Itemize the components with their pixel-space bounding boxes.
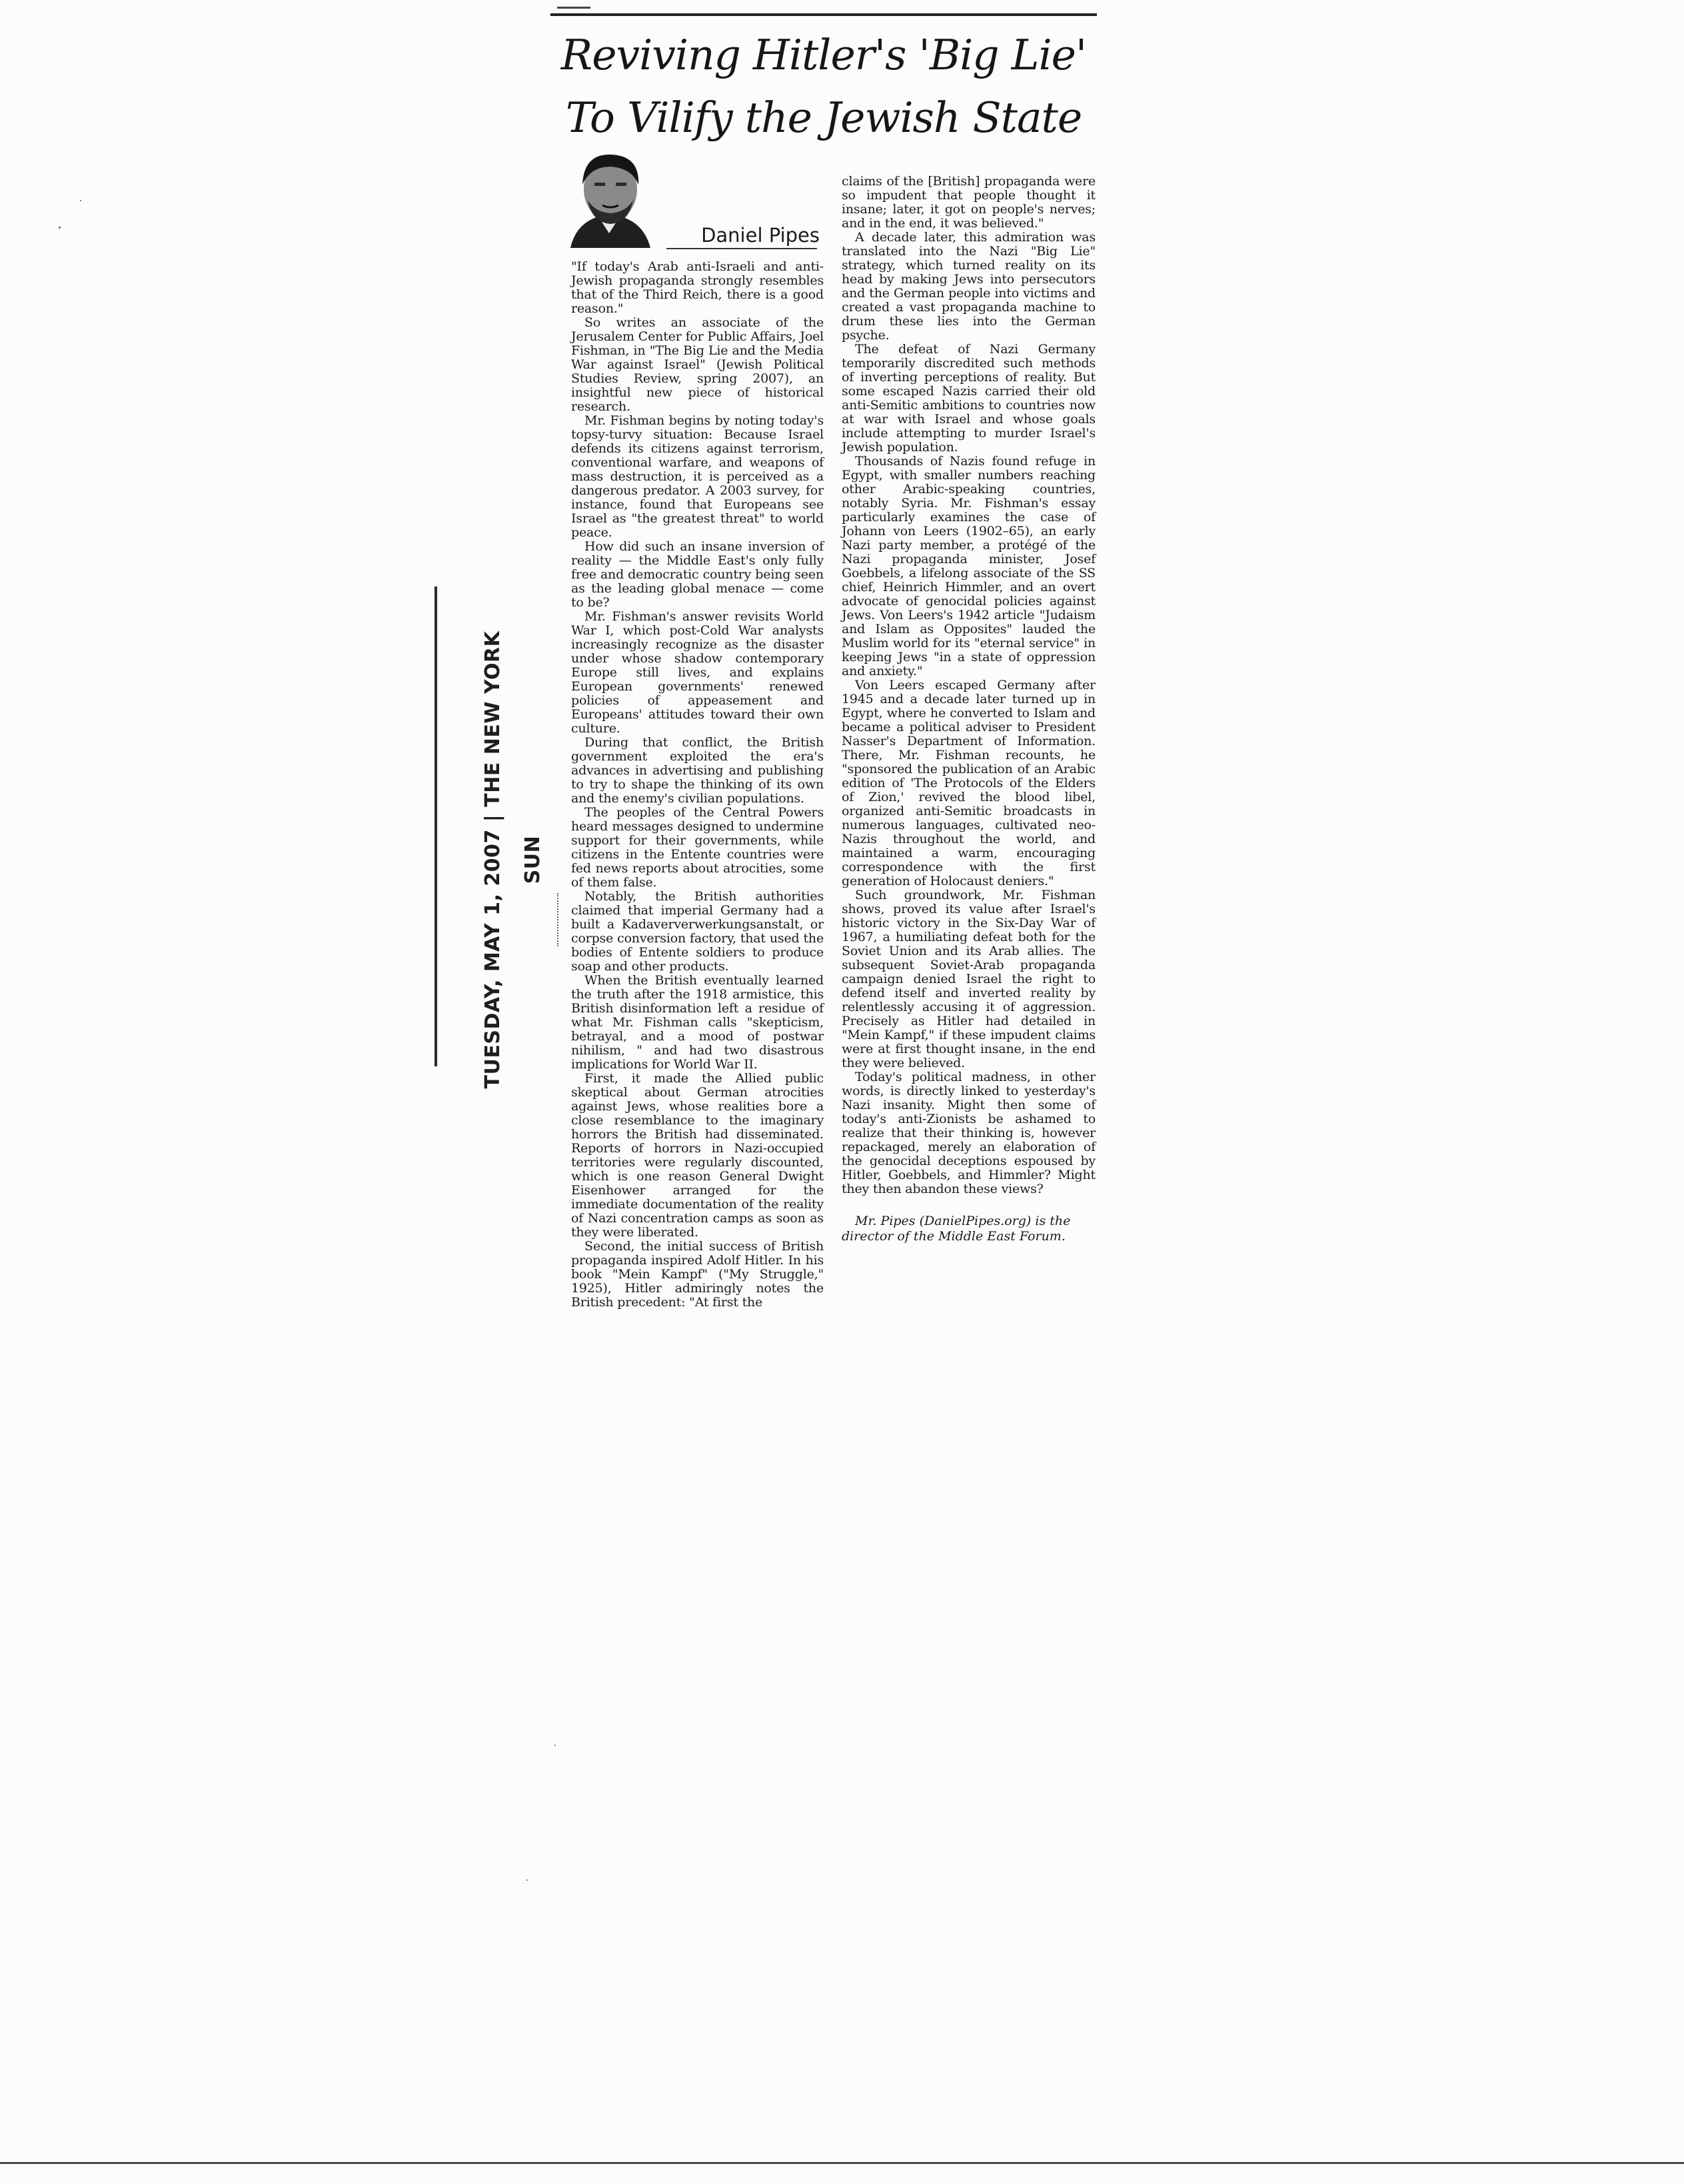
author-portrait — [557, 148, 664, 253]
dateline: TUESDAY, MAY 1, 2007 | THE NEW YORK SUN — [481, 630, 544, 1089]
author-tagline: Mr. Pipes (DanielPipes.org) is the director of the Middle East Forum. — [842, 1214, 1071, 1244]
headline — [550, 24, 1097, 149]
paragraph: Such groundwork, Mr. Fishman shows, proved its value after Israel's historic victory in the Six-Day War of 1967, a humiliating defeat both for the Soviet Union and its Arab allies. The subsequent Soviet-Arab propaganda campaign denied Israel the right to defend itself and inverted reality by relentlessly accusing it of aggression. Precisely as Hitler had detailed in "Mein Kampf," if these impudent claims were at first thought insane, in the end they were believed. — [842, 888, 1096, 1070]
paragraph: "If today's Arab anti-Israeli and anti-Jewish propaganda strongly resembles that of the Third Reich, there is a good reason." — [571, 259, 824, 316]
dateline-rule — [434, 586, 437, 1066]
header-rule — [550, 13, 1097, 16]
paragraph: Second, the initial success of British propaganda inspired Adolf Hitler. In his book "Mein Kampf" ("My Struggle," 1925), Hitler admiringly notes the British precedent: "At first the — [571, 1239, 824, 1310]
paragraph: A decade later, this admiration was translated into the Nazi "Big Lie" strategy, which turned reality on its head by making Jews into persecutors and the German people into victims and created a vast propaganda machine to drum these lies into the German psyche. — [842, 230, 1096, 343]
paragraph: The defeat of Nazi Germany temporarily discredited such methods of inverting perceptions of reality. But some escaped Nazis carried their old anti-Semitic ambitions to countries now at war with Israel and whose goals include attempting to murder Israel's Jewish population. — [842, 342, 1096, 455]
top-mark — [557, 7, 590, 9]
paragraph: Mr. Fishman's answer revisits World War I, which post-Cold War analysts increasingly recognize as the disaster under whose shadow contemporary Europe still lives, and explains European governments' renewed policies of appeasement and Europeans' attitudes toward their own culture. — [571, 609, 824, 736]
paragraph: When the British eventually learned the truth after the 1918 armistice, this British disinformation left a residue of what Mr. Fishman calls "skepticism, betrayal, and a mood of postwar nihilism, " and had two disastrous implications for World War II. — [571, 973, 824, 1072]
scan-bottom-edge — [0, 2162, 1684, 2164]
paragraph: The peoples of the Central Powers heard messages designed to undermine support for their governments, while citizens in the Entente countries were fed news reports about atrocities, some of them false. — [571, 805, 824, 890]
gutter-marks — [557, 893, 561, 946]
paragraph: Von Leers escaped Germany after 1945 and a decade later turned up in Egypt, where he converted to Islam and became a political adviser to President Nasser's Department of Information. There, Mr. Fishman recounts, he "sponsored the publication of an Arabic edition of 'The Protocols of the Elders of Zion,' revived the blood libel, organized anti-Semitic broadcasts in numerous languages, cultivated neo-Nazis throughout the world, and maintained a warm, encouraging correspondence with the first generation of Holocaust deniers." — [842, 678, 1096, 888]
article-column-2 — [842, 175, 1096, 1244]
scan-speck — [554, 1745, 556, 1746]
paragraph: First, it made the Allied public skeptical about German atrocities against Jews, whose realities bore a close resemblance to the imaginary horrors the British had disseminated. Reports of horrors in Nazi-occupied territories were regularly discounted, which is one reason General Dwight Eisenhower arranged for the immediate documentation of the reality of Nazi concentration camps as soon as they were liberated. — [571, 1071, 824, 1240]
headline-line-1: Reviving Hitler's 'Big Lie' — [560, 31, 1087, 79]
article-column-1 — [571, 260, 824, 1310]
scan-speck — [59, 227, 61, 229]
paragraph: Mr. Fishman begins by noting today's topsy-turvy situation: Because Israel defends its citizens against terrorism, conventional warfare, and weapons of mass destruction, it is perceived as a dangerous predator. A 2003 survey, for instance, found that Europeans see Israel as "the greatest threat" to world peace. — [571, 413, 824, 540]
paragraph-continued: claims of the [British] propaganda were so impudent that people thought it insane; later, it got on people's nerves; and in the end, it was believed." — [842, 174, 1096, 231]
paragraph: During that conflict, the British government exploited the era's advances in advertising and publishing to try to shape the thinking of its own and the enemy's civilian populations. — [571, 735, 824, 806]
headline-line-2: To Vilify the Jewish State — [565, 93, 1082, 142]
paragraph: Today's political madness, in other words, is directly linked to yesterday's Nazi insanity. Might then some of today's anti-Zionists be ashamed to realize that their thinking is, however repackaged, merely an elaboration of the genocidal deceptions espoused by Hitler, Goebbels, and Himmler? Might they then abandon these views? — [842, 1070, 1096, 1196]
paragraph: Thousands of Nazis found refuge in Egypt, with smaller numbers reaching other Arabic-speaking countries, notably Syria. Mr. Fishman's essay particularly examines the case of Johann von Leers (1902–65), an early Nazi party member, a protégé of the Nazi propaganda minister, Josef Goebbels, a lifelong associate of the SS chief, Heinrich Himmler, and an overt advocate of genocidal policies against Jews. Von Leers's 1942 article "Judaism and Islam as Opposites" lauded the Muslim world for its "eternal service" in keeping Jews "in a state of oppression and anxiety." — [842, 454, 1096, 678]
byline-rule — [666, 248, 817, 249]
scan-speck — [80, 200, 81, 201]
byline: Daniel Pipes — [701, 224, 820, 247]
paragraph: Notably, the British authorities claimed that imperial Germany had a built a Kadaververwerkungsanstalt, or corpse conversion factory, that used the bodies of Entente soldiers to produce soap and other products. — [571, 889, 824, 974]
scan-speck — [526, 1879, 528, 1881]
paragraph: How did such an insane inversion of reality — the Middle East's only fully free and democratic country being seen as the leading global menace — come to be? — [571, 539, 824, 610]
paragraph: So writes an associate of the Jerusalem Center for Public Affairs, Joel Fishman, in "The Big Lie and the Media War against Israel" (Jewish Political Studies Review, spring 2007), an insightful new piece of historical research. — [571, 315, 824, 414]
